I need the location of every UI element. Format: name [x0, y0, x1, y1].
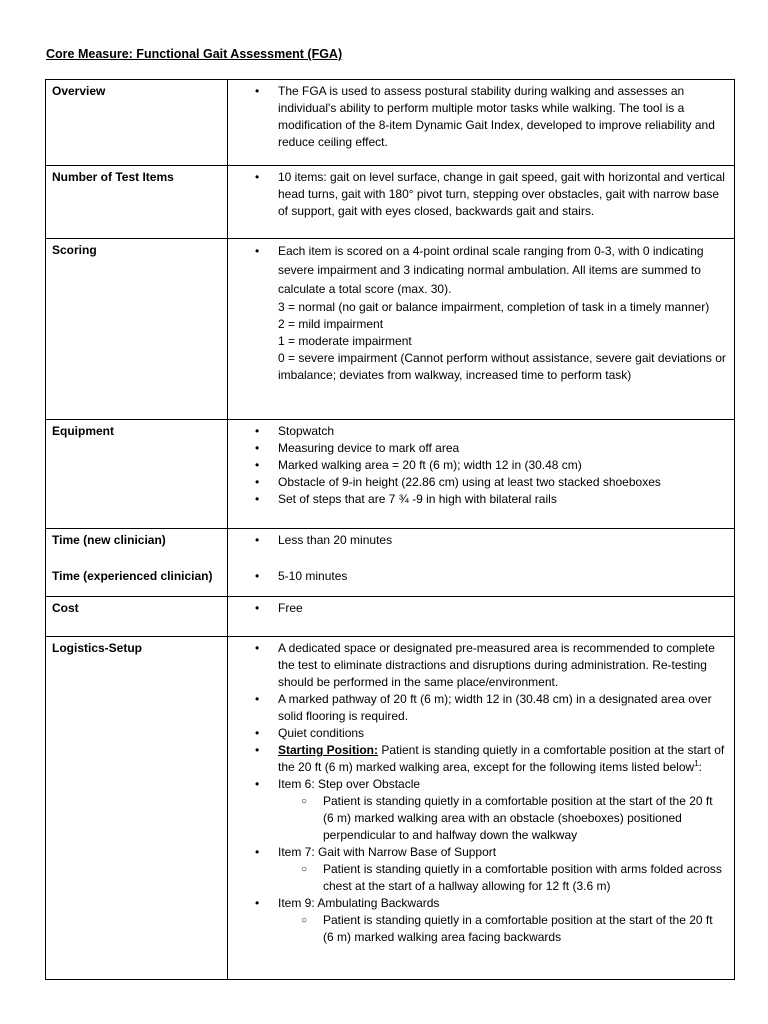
footnote-marker: 1: [694, 759, 699, 768]
bullet-item: • 10 items: gait on level surface, change in gait speed, gait with horizontal and vertical head turns, gait with 180° pivot turn, stepping over obstacles, gait with narrow base of support, gait with eyes closed, backwards gait and stairs.: [228, 169, 726, 220]
sub-bullet-item: ○ Patient is standing quietly in a comfortable position at the start of the 20 ft (6 m) marked walking area facing backwards: [228, 912, 726, 946]
label-time-new: Time (new clinician): [52, 533, 166, 547]
row-label-time: [46, 529, 228, 597]
score-level-2: 2 = mild impairment: [278, 317, 384, 331]
sub-bullet-item: ○ Patient is standing quietly in a comfortable position with arms folded across chest at the start of a hallway allowing for 12 ft (3.6 m): [228, 861, 726, 895]
table-row-equipment: [46, 420, 735, 529]
row-content-test-items: [228, 166, 735, 239]
document-title: Core Measure: Functional Gait Assessment (FGA): [46, 47, 343, 61]
score-level-3: 3 = normal (no gait or balance impairment, completion of task in a timely manner): [278, 300, 710, 314]
row-content-overview: [228, 80, 735, 166]
bullet-item: • A marked pathway of 20 ft (6 m); width 12 in (30.48 cm) in a designated area over solid flooring is required.: [228, 691, 726, 725]
row-label-cost: Cost: [46, 597, 228, 637]
bullet-item: • Free: [228, 600, 726, 617]
bullet-item: • Item 7: Gait with Narrow Base of Support: [228, 844, 726, 861]
bullet-item: • Item 6: Step over Obstacle: [228, 776, 726, 793]
bullet-item: • Quiet conditions: [228, 725, 726, 742]
table-row-time: [46, 529, 735, 597]
row-content-logistics: [228, 637, 735, 980]
label-time-experienced: Time (experienced clinician): [52, 569, 213, 583]
bullet-item: • Set of steps that are 7 ¾ -9 in high with bilateral rails: [228, 491, 726, 508]
table-row-overview: [46, 80, 735, 166]
bullet-item-starting-position: [228, 742, 726, 776]
starting-position-text: Patient is standing quietly in a comfortable position at the start of the 20 ft (6 m) marked walking area, except for the following items listed below: [278, 743, 725, 774]
table-row-test-items: [46, 166, 735, 239]
row-content-cost: [228, 597, 735, 637]
table-row-scoring: [46, 239, 735, 420]
bullet-item: • Stopwatch: [228, 423, 726, 440]
bullet-item: • Marked walking area = 20 ft (6 m); width 12 in (30.48 cm): [228, 457, 726, 474]
score-level-0: 0 = severe impairment (Cannot perform without assistance, severe gait deviations or imbalance; deviates from walkway, increased time to perform task): [278, 351, 726, 382]
bullet-item: • A dedicated space or designated pre-measured area is recommended to complete the test to eliminate distractions and disruptions during administration. Re-testing should be performed in the same place/environment.: [228, 640, 726, 691]
bullet-item: • Less than 20 minutes: [228, 532, 726, 549]
row-label-test-items: Number of Test Items: [46, 166, 228, 239]
row-label-overview: Overview: [46, 80, 228, 166]
row-label-scoring: Scoring: [46, 239, 228, 420]
fga-table: [45, 79, 735, 980]
row-content-scoring: [228, 239, 735, 420]
starting-position-end: :: [698, 760, 702, 774]
score-level-1: 1 = moderate impairment: [278, 334, 412, 348]
row-label-logistics: Logistics-Setup: [46, 637, 228, 980]
bullet-item: • Measuring device to mark off area: [228, 440, 726, 457]
row-content-equipment: [228, 420, 735, 529]
sub-bullet-item: ○ Patient is standing quietly in a comfortable position at the start of the 20 ft (6 m) marked walking area with an obstacle (shoeboxes) positioned perpendicular to and halfway down the walkway: [228, 793, 726, 844]
bullet-item: • Obstacle of 9-in height (22.86 cm) using at least two stacked shoeboxes: [228, 474, 726, 491]
bullet-item: • Each item is scored on a 4-point ordinal scale ranging from 0-3, with 0 indicating severe impairment and 3 indicating normal ambulation. All items are summed to calculate a total score (max. 30).: [228, 242, 726, 299]
bullet-item: • The FGA is used to assess postural stability during walking and assesses an individual's ability to perform multiple motor tasks while walking. The tool is a modification of the 8-item Dynamic Gait Index, developed to improve reliability and reduce ceiling effect.: [228, 83, 726, 151]
bullet-item: • Item 9: Ambulating Backwards: [228, 895, 726, 912]
table-row-cost: [46, 597, 735, 637]
row-content-time: [228, 529, 735, 597]
row-label-equipment: Equipment: [46, 420, 228, 529]
starting-position-label: Starting Position:: [278, 743, 378, 757]
bullet-item: • 5-10 minutes: [228, 568, 726, 585]
table-row-logistics: [46, 637, 735, 980]
